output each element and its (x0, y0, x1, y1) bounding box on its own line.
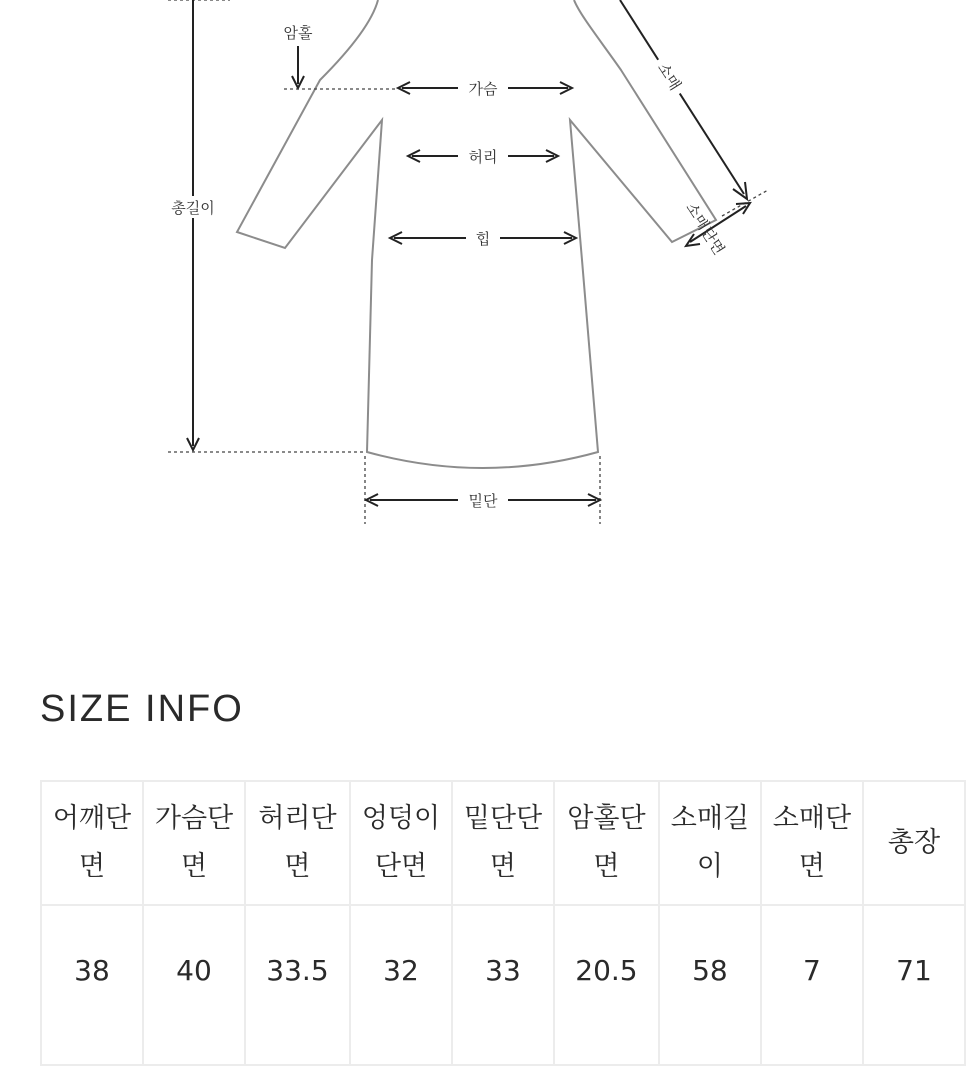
value-sleeve-length: 58 (659, 905, 761, 1065)
header-hem: 밑단단면 (452, 781, 554, 905)
hem-label: 밑단 (468, 492, 498, 510)
size-table-header-row (41, 781, 965, 905)
sleeve-label: 소매 (653, 59, 685, 94)
armhole-label: 암홀 (283, 24, 313, 42)
value-shoulder: 38 (41, 905, 143, 1065)
value-armhole: 20.5 (554, 905, 659, 1065)
header-waist: 허리단면 (245, 781, 350, 905)
size-info-title: SIZE INFO (40, 688, 244, 730)
header-chest: 가슴단면 (143, 781, 245, 905)
header-sleeve-hem: 소매단면 (761, 781, 863, 905)
total-length-label: 총길이 (171, 199, 215, 217)
value-total-length: 71 (863, 905, 965, 1065)
value-hem: 33 (452, 905, 554, 1065)
header-total-length: 총장 (863, 781, 965, 905)
value-chest: 40 (143, 905, 245, 1065)
header-sleeve-length: 소매길이 (659, 781, 761, 905)
header-hip: 엉덩이단면 (350, 781, 452, 905)
hip-label: 힙 (475, 230, 491, 248)
size-table (40, 780, 966, 1066)
sleeve-arrowhead (733, 182, 747, 199)
size-table-value-row (41, 905, 965, 1065)
value-waist: 33.5 (245, 905, 350, 1065)
header-armhole: 암홀단면 (554, 781, 659, 905)
value-hip: 32 (350, 905, 452, 1065)
value-sleeve-hem: 7 (761, 905, 863, 1065)
chest-label: 가슴 (468, 80, 498, 98)
header-shoulder: 어깨단면 (41, 781, 143, 905)
sleeve-hem-label: 소매단면 (682, 199, 729, 258)
waist-label: 허리 (468, 148, 498, 166)
